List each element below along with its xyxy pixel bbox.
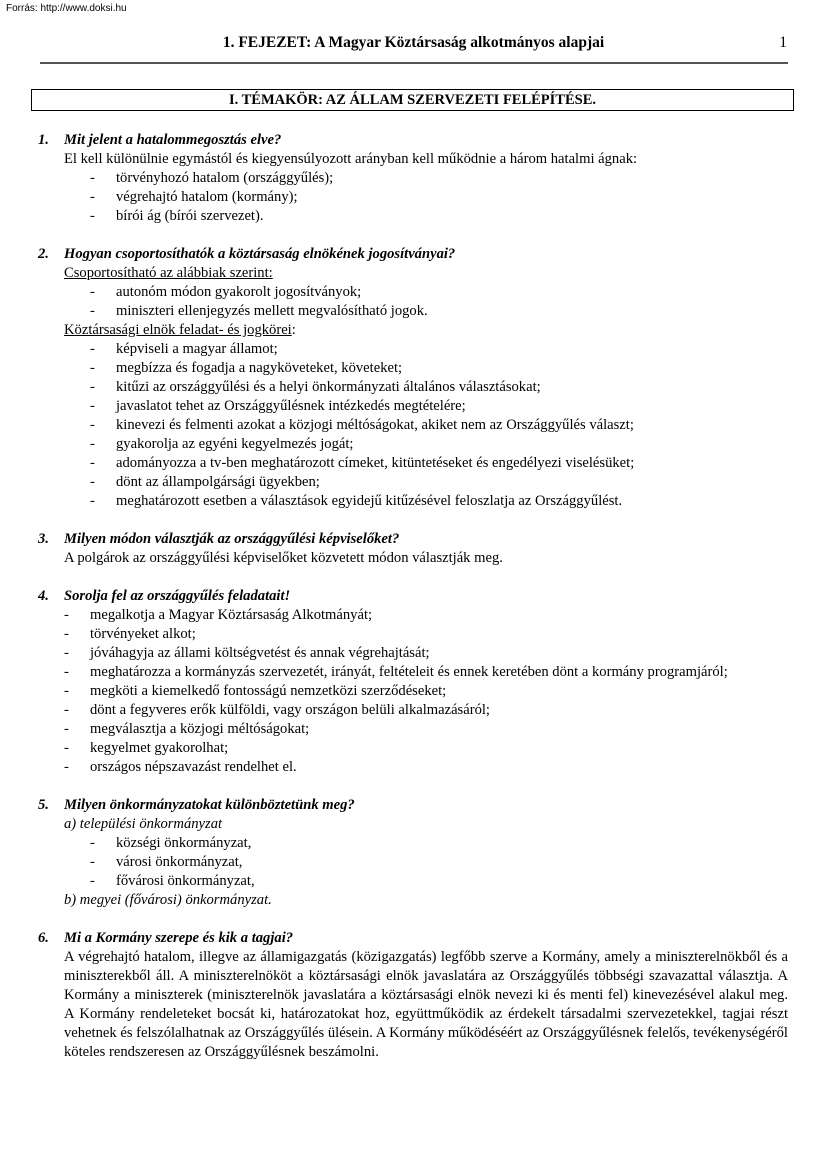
question-number: 5. (38, 797, 49, 813)
list-item: - adományozza a tv-ben meghatározott címeket, kitüntetéseket és engedélyezi viselésüket; (90, 455, 635, 471)
topic-heading: I. TÉMAKÖR: AZ ÁLLAM SZERVEZETI FELÉPÍTÉSE. (31, 89, 794, 111)
list-item: - országos népszavazást rendelhet el. (64, 759, 297, 775)
list-item: - megbízza és fogadja a nagyköveteket, követeket; (90, 360, 403, 376)
bullet-list (38, 283, 788, 321)
answer-text: El kell különülnie egymástól és kiegyensúlyozott arányban kell működnie a három hatalmi ágnak: (64, 151, 638, 167)
list-item: - megalkotja a Magyar Köztársaság Alkotmányát; (64, 607, 373, 623)
question-heading (38, 530, 788, 549)
question-text: Sorolja fel az országgyűlés feladatait! (64, 588, 291, 604)
list-item: - megköti a kiemelkedő fontosságú nemzetközi szerződéseket; (64, 683, 447, 699)
chapter-title: 1. FEJEZET: A Magyar Köztársaság alkotmányos alapjai (222, 34, 605, 51)
question-text: Milyen önkormányzatokat különböztetünk meg? (64, 797, 355, 813)
question-text: Mi a Kormány szerepe és kik a tagjai? (64, 930, 294, 946)
question-heading (38, 929, 788, 948)
subheading: Csoportosítható az alábbiak szerint: (64, 265, 273, 281)
list-item: - meghatározza a kormányzás szervezetét, irányát, feltételeit és ennek keretében dönt a kormány programjáról; (64, 664, 728, 680)
list-item: - megválasztja a közjogi méltóságokat; (64, 721, 310, 737)
list-item: - bírói ág (bírói szervezet). (90, 208, 264, 224)
list-item: - miniszteri ellenjegyzés mellett megvalósítható jogok. (90, 303, 428, 319)
section-2 (38, 245, 788, 511)
question-text: Hogyan csoportosíthatók a köztársaság elnökének jogosítványai? (64, 246, 456, 262)
question-heading (38, 796, 788, 815)
question-number: 4. (38, 588, 49, 604)
question-number: 1. (38, 132, 49, 148)
question-text: Mit jelent a hatalommegosztás elve? (64, 132, 282, 148)
list-item: - jóváhagyja az állami költségvetést és annak végrehajtását; (64, 645, 430, 661)
bullet-list (38, 834, 788, 891)
list-item: - kitűzi az országgyűlési és a helyi önkormányzati általános választásokat; (90, 379, 541, 395)
section-4 (38, 587, 788, 777)
document-body (38, 131, 788, 1081)
list-item: - kinevezi és felmenti azokat a közjogi méltóságokat, akiket nem az Országgyűlés választ; (90, 417, 634, 433)
list-item: - dönt a fegyveres erők külföldi, vagy országon belüli alkalmazásáról; (64, 702, 490, 718)
list-item: - képviseli a magyar államot; (90, 341, 278, 357)
header-divider (40, 62, 788, 64)
answer-text: A végrehajtó hatalom, illegve az államigazgatás (közigazgatás) legfőbb szerve a Kormány, amely a miniszterelnökből és a miniszterekből áll. A miniszterelnököt a köztársasági elnök javaslatára az Országgyűlés többségi szavazattal választja. A Kormány a miniszterek (miniszterelnök javaslatára a köztársasági elnök nevezi ki és menti fel) kinevezésével alakul meg. A Kormány rendeleteket bocsát ki, határozatokat hoz, együttműködik az érdekelt társadalmi szervezetekkel, tagjai részt vehetnek és felszólalhatnak az Országgyűlés ülésein. A Kormány működéséért az Országgyűlésnek felelős, tevékenységéről köteles rendszeresen az Országgyűlésnek beszámolni. (64, 949, 788, 1060)
list-item: - törvényhozó hatalom (országgyűlés); (90, 170, 334, 186)
question-number: 3. (38, 531, 49, 547)
list-item: - városi önkormányzat, (90, 854, 243, 870)
section-1 (38, 131, 788, 226)
subheading: b) megyei (fővárosi) önkormányzat. (64, 892, 272, 908)
section-3 (38, 530, 788, 568)
list-item: - végrehajtó hatalom (kormány); (90, 189, 298, 205)
list-item: - községi önkormányzat, (90, 835, 252, 851)
bullet-list (38, 169, 788, 226)
section-5 (38, 796, 788, 910)
list-item: - gyakorolja az egyéni kegyelmezés jogát; (90, 436, 354, 452)
page-number: 1 (779, 34, 787, 51)
subheading: Köztársasági elnök feladat- és jogkörei: (64, 322, 296, 338)
list-item: - törvényeket alkot; (64, 626, 196, 642)
list-item: - javaslatot tehet az Országgyűlésnek intézkedés megtételére; (90, 398, 466, 414)
page-header (40, 32, 787, 54)
list-item: - meghatározott esetben a választások egyidejű kitűzésével feloszlatja az Országgyűlést. (90, 493, 623, 509)
bullet-list (38, 606, 788, 777)
answer-text: A polgárok az országgyűlési képviselőket közvetett módon választják meg. (64, 550, 503, 566)
subheading: a) települési önkormányzat (64, 816, 223, 832)
section-6 (38, 929, 788, 1062)
source-url: Forrás: http://www.doksi.hu (6, 3, 127, 14)
question-number: 2. (38, 246, 49, 262)
bullet-list (38, 340, 788, 511)
list-item: - autonóm módon gyakorolt jogosítványok; (90, 284, 362, 300)
question-number: 6. (38, 930, 49, 946)
list-item: - fővárosi önkormányzat, (90, 873, 255, 889)
question-heading (38, 587, 788, 606)
question-text: Milyen módon választják az országgyűlési képviselőket? (64, 531, 400, 547)
list-item: - kegyelmet gyakorolhat; (64, 740, 229, 756)
question-heading (38, 245, 788, 264)
list-item: - dönt az állampolgársági ügyekben; (90, 474, 320, 490)
question-heading (38, 131, 788, 150)
